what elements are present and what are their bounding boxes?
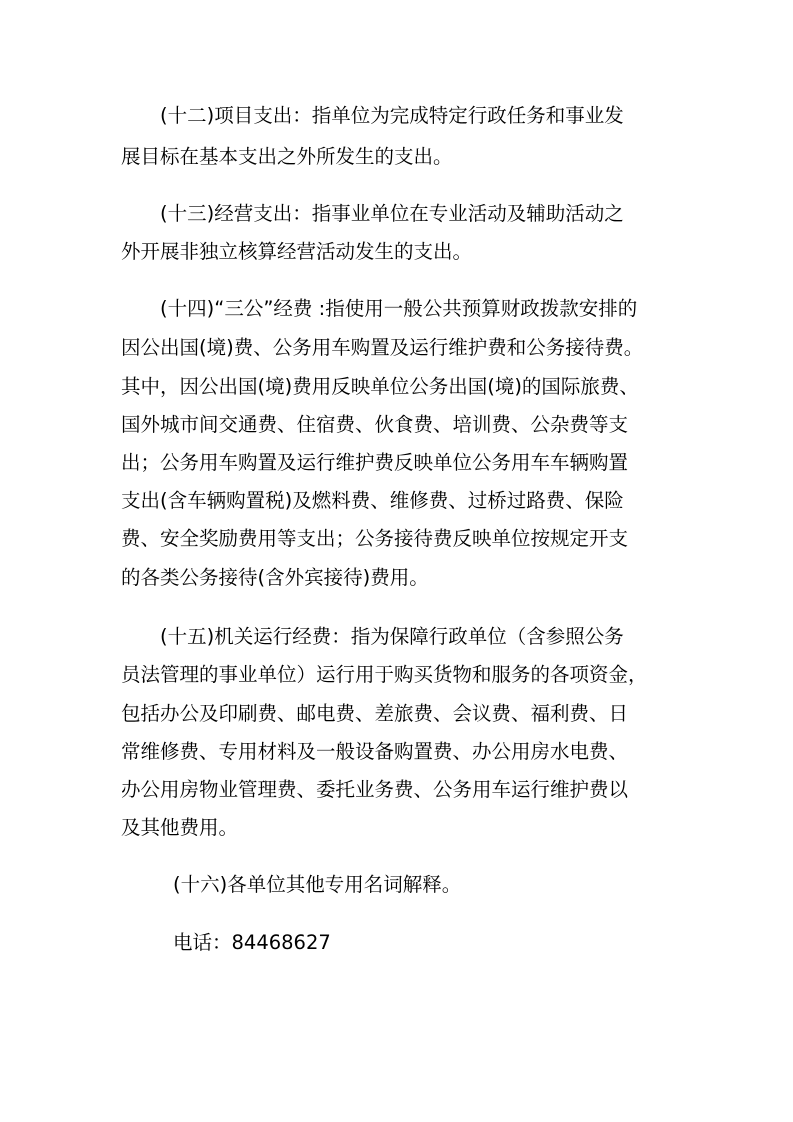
paragraph-14-line-1: (十四)“三公”经费 :指使用一般公共预算财政拨款安排的 <box>160 297 638 320</box>
paragraph-16-line-1: (十六)各单位其他专用名词解释。 <box>173 873 462 896</box>
paragraph-14-line-4: 国外城市间交通费、住宿费、伙食费、培训费、公杂费等支 <box>121 413 629 436</box>
paragraph-15-line-5: 办公用房物业管理费、委托业务费、公务用车运行维护费以 <box>121 778 629 801</box>
paragraph-15-line-4: 常维修费、专用材料及一般设备购置费、办公用房水电费、 <box>121 740 629 763</box>
paragraph-14-line-5: 出；公务用车购置及运行维护费反映单位公务用车车辆购置 <box>121 451 629 474</box>
paragraph-15-line-1: (十五)机关运行经费：指为保障行政单位（含参照公务 <box>160 625 624 648</box>
paragraph-12-line-2: 展目标在基本支出之外所发生的支出。 <box>121 145 453 168</box>
paragraph-14-line-7: 费、安全奖励费用等支出；公务接待费反映单位按规定开支 <box>121 527 629 550</box>
phone-number: 电话：84468627 <box>173 931 331 954</box>
paragraph-14-line-6: 支出(含车辆购置税)及燃料费、维修费、过桥过路费、保险 <box>121 489 624 512</box>
paragraph-13-line-1: (十三)经营支出：指事业单位在专业活动及辅助活动之 <box>160 202 624 225</box>
paragraph-14-line-8: 的各类公务接待(含外宾接待)费用。 <box>121 566 429 589</box>
paragraph-14-line-2: 因公出国(境)费、公务用车购置及运行维护费和公务接待费。 <box>121 336 644 359</box>
paragraph-15-line-6: 及其他费用。 <box>121 816 239 839</box>
paragraph-14-line-3: 其中，因公出国(境)费用反映单位公务出国(境)的国际旅费、 <box>121 375 639 398</box>
paragraph-15-line-3: 包括办公及印刷费、邮电费、差旅费、会议费、福利费、日 <box>121 702 629 725</box>
paragraph-13-line-2: 外开展非独立核算经营活动发生的支出。 <box>121 240 473 263</box>
paragraph-15-line-2: 员法管理的事业单位）运行用于购买货物和服务的各项资金， <box>121 663 648 686</box>
paragraph-12-line-1: (十二)项目支出：指单位为完成特定行政任务和事业发 <box>160 104 624 127</box>
